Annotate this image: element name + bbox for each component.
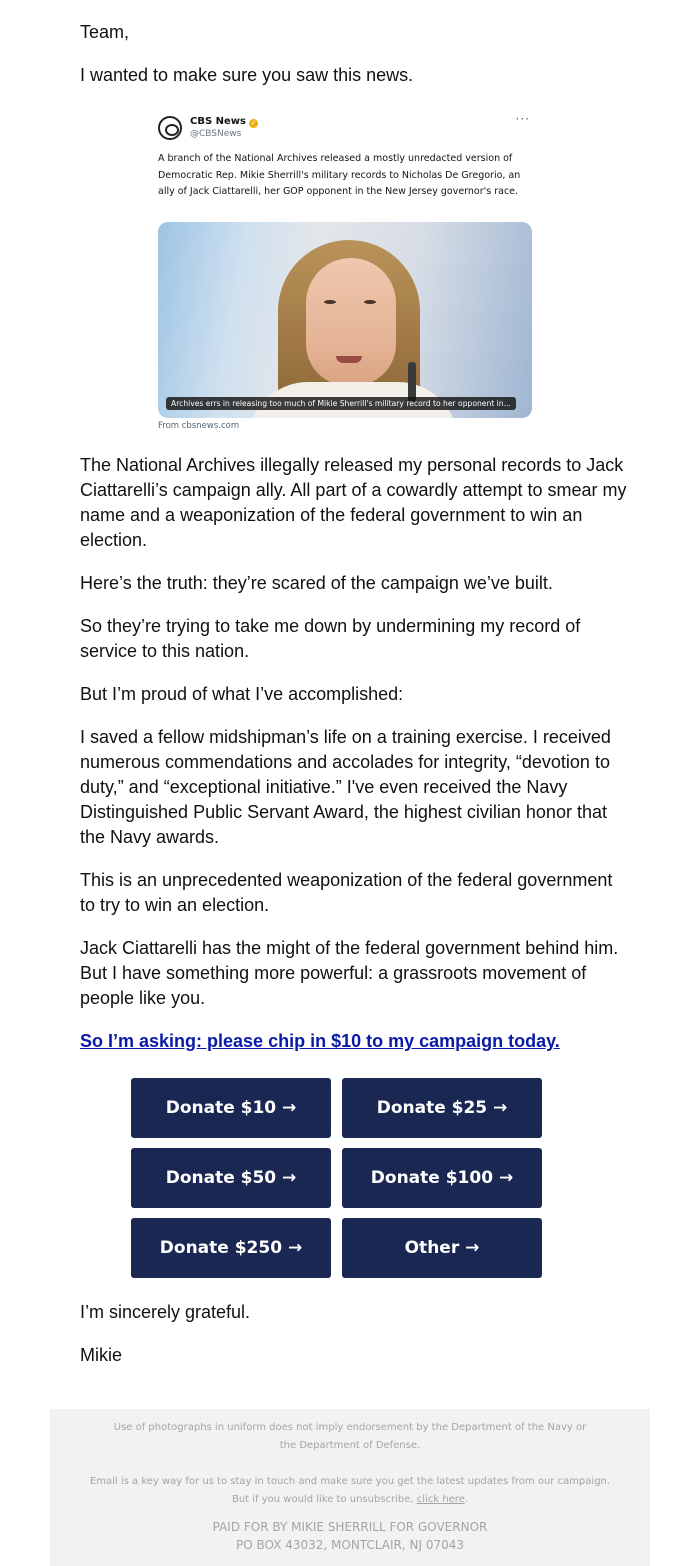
paragraph-4: But I’m proud of what I’ve accomplished:: [80, 684, 404, 704]
paragraph-1: The National Archives illegally released my personal records to Jack Ciattarelli’s campaign ally. All part of a cowardly attempt to smear my name and a weaponization of the federal government to win an election.: [80, 455, 627, 550]
paragraph-7: Jack Ciattarelli has the might of the federal government behind him. But I have something more powerful: a grassroots movement of people like you.: [80, 938, 619, 1008]
photo-mouth: [336, 356, 362, 363]
donate-25-button[interactable]: Donate $25 →: [342, 1078, 542, 1138]
unsubscribe-link[interactable]: click here: [416, 1494, 465, 1505]
donate-10-button[interactable]: Donate $10 →: [131, 1078, 331, 1138]
intro-text: I wanted to make sure you saw this news.: [80, 65, 414, 85]
tweet-source[interactable]: From cbsnews.com: [158, 421, 240, 431]
footer-unsubscribe-line: [50, 1491, 650, 1509]
donate-50-button[interactable]: Donate $50 →: [131, 1148, 331, 1208]
photo-eye-left: [324, 300, 336, 304]
tweet-photo[interactable]: [158, 222, 532, 418]
email-footer: [50, 1409, 650, 1566]
donate-other-button[interactable]: Other →: [342, 1218, 542, 1278]
greeting: Team,: [80, 22, 130, 42]
unsubscribe-suffix: .: [464, 1494, 469, 1505]
paragraph-6: This is an unprecedented weaponization of the federal government to try to win an election.: [80, 870, 613, 915]
unsubscribe-prefix: But if you would like to unsubscribe,: [231, 1494, 414, 1505]
tweet-handle: @CBSNews: [190, 129, 242, 139]
cbs-eye-logo-icon: [158, 116, 182, 140]
donate-250-button[interactable]: Donate $250 →: [131, 1218, 331, 1278]
cta-paragraph: [80, 1029, 628, 1054]
paragraph-2: Here’s the truth: they’re scared of the campaign we’ve built.: [80, 573, 553, 593]
footer-disclaimer: Use of photographs in uniform does not imply endorsement by the Department of the Navy or the Department of Defense.: [113, 1422, 587, 1451]
signature: Mikie: [80, 1345, 123, 1365]
photo-face: [306, 258, 396, 386]
tweet-account-name: CBS News ✓: [190, 116, 257, 127]
closing-text: I’m sincerely grateful.: [80, 1302, 251, 1322]
footer-paid-for: PAID FOR BY MIKIE SHERRILL FOR GOVERNOR: [212, 1520, 488, 1534]
verified-badge-icon: ✓: [250, 119, 257, 127]
footer-address: PO BOX 43032, MONTCLAIR, NJ 07043: [236, 1538, 464, 1552]
more-options-icon[interactable]: ···: [515, 112, 530, 126]
paragraph-5: I saved a fellow midshipman’s life on a training exercise. I received numerous commendations and accolades for integrity, “devotion to duty,” and “exceptional initiative.” I've even received the Navy Distinguished Public Servant Award, the highest civilian honor that the Navy awards.: [80, 727, 611, 847]
footer-stay-in-touch: Email is a key way for us to stay in touch and make sure you get the latest updates from our campaign.: [89, 1476, 611, 1487]
embedded-tweet-card[interactable]: [152, 106, 544, 436]
tweet-text: A branch of the National Archives released a mostly unredacted version of Democratic Rep. Mikie Sherrill's military records to Nicholas De Gregorio, an ally of Jack Ciattarelli, her GOP opponent in the New Jersey governor's race.: [158, 153, 521, 197]
photo-eye-right: [364, 300, 376, 304]
paragraph-3: So they’re trying to take me down by undermining my record of service to this nation.: [80, 616, 581, 661]
donate-100-button[interactable]: Donate $100 →: [342, 1148, 542, 1208]
photo-caption: Archives errs in releasing too much of Mikie Sherrill's military record to her opponent in...: [166, 397, 516, 410]
photo-microphone: [408, 362, 416, 402]
donate-cta-link[interactable]: So I’m asking: please chip in $10 to my campaign today.: [80, 1031, 560, 1051]
